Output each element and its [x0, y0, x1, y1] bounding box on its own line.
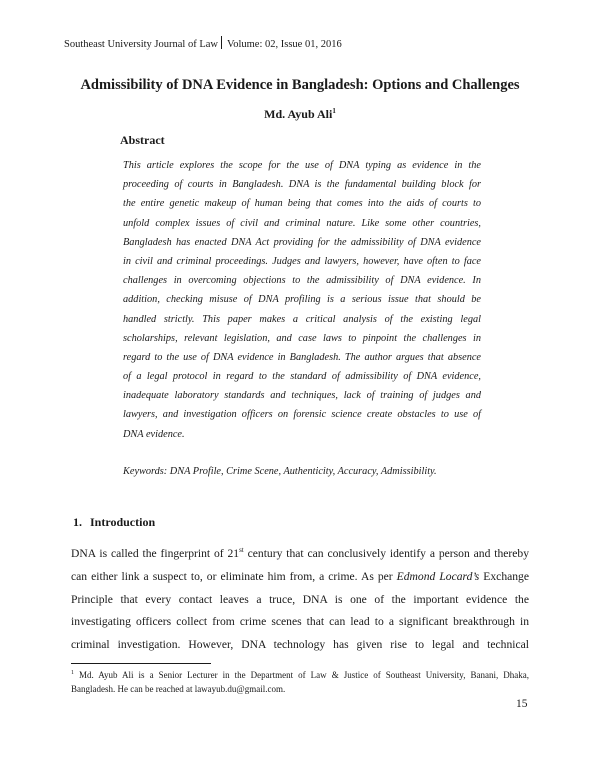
footnote-line: Bangladesh. He can be reached at lawayub.du@gmail.com. [71, 684, 286, 694]
body-paragraph [71, 543, 529, 657]
abstract-line: DNA evidence. [123, 428, 185, 440]
footnote-mark: 1 [71, 670, 74, 676]
author-name: Md. Ayub Ali [264, 107, 333, 121]
abstract-line: proceeding of courts in Bangladesh. DNA is the fundamental building block for [123, 179, 481, 191]
footnote [71, 668, 529, 696]
body-line: investigating officers collect from crime scenes that can lead to a significant breakthrough in [71, 615, 529, 629]
footnote-text: Md. Ayub Ali is a Senior Lecturer in the Department of Law & Justice of Southeast University, Banani, Dhaka, [74, 670, 529, 680]
abstract-line: Bangladesh has enacted DNA Act providing for the admissibility of DNA evidence [123, 236, 481, 248]
paper-title: Admissibility of DNA Evidence in Bangladesh: Options and Challenges [80, 77, 520, 93]
abstract-line: inadequate laboratory standards and techniques, lack of training of judges and [123, 390, 481, 402]
abstract-line: of a legal protocol in regard to the standard of admissibility of DNA evidence, [123, 371, 481, 383]
author-footnote-mark[interactable]: 1 [332, 107, 336, 115]
footnote-divider [71, 663, 211, 664]
ordinal-superscript: st [239, 546, 244, 555]
locard-name: Edmond Locard’s [396, 569, 480, 583]
page-number: 15 [516, 698, 528, 710]
author-line [0, 107, 600, 122]
abstract-line: regard to the use of DNA evidence in Bangladesh. The author argues that absence [123, 351, 481, 363]
volume-issue: Volume: 02, Issue 01, 2016 [226, 39, 342, 50]
section-number: 1. [73, 515, 82, 529]
body-line [71, 566, 529, 589]
abstract-line: the entire genetic makeup of human being that comes into the aids of courts to [123, 198, 481, 210]
abstract-line: This article explores the scope for the use of DNA typing as evidence in the [123, 160, 481, 171]
body-line: Principle that every contact leaves a truce, DNA is one of the important evidence the [71, 592, 529, 606]
abstract-line: handled strictly. This paper makes a critical analysis of the existing legal [123, 313, 481, 325]
body-line [71, 543, 529, 566]
abstract-line: addition, checking misuse of DNA profiling is a serious issue that should be [123, 294, 481, 306]
footnote-line [71, 668, 529, 682]
abstract-line: challenges in overcoming objections to the admissibility of DNA evidence. In [123, 275, 481, 287]
abstract-heading: Abstract [120, 133, 165, 147]
header-separator [221, 36, 222, 49]
keywords: Keywords: DNA Profile, Crime Scene, Authenticity, Accuracy, Admissibility. [123, 466, 437, 477]
body-text-segment: can either link a suspect to, or eliminate him from, a crime. As per [71, 569, 397, 583]
abstract-line: scholarships, relevant legislation, and case laws to pinpoint the challenges in [123, 332, 481, 344]
running-header [64, 36, 342, 50]
section-title: Introduction [90, 515, 156, 529]
body-line: criminal investigation. However, DNA technology has given rise to legal and technical [71, 638, 529, 652]
section-heading [73, 515, 155, 530]
abstract-line: unfold complex issues of civil and criminal nature. Like some other countries, [123, 217, 481, 229]
body-text-segment: century that can conclusively identify a person and thereby [243, 547, 529, 560]
body-text-segment: DNA is called the fingerprint of 21 [71, 547, 240, 560]
abstract-line: lawyers, and investigation officers on forensic science create obstacles to use of [123, 409, 481, 421]
body-text-segment: Exchange [479, 569, 530, 583]
journal-name: Southeast University Journal of Law [64, 39, 218, 50]
abstract-line: in civil and criminal proceedings. Judges and lawyers, however, have often to face [123, 255, 481, 267]
abstract-body [123, 156, 481, 444]
